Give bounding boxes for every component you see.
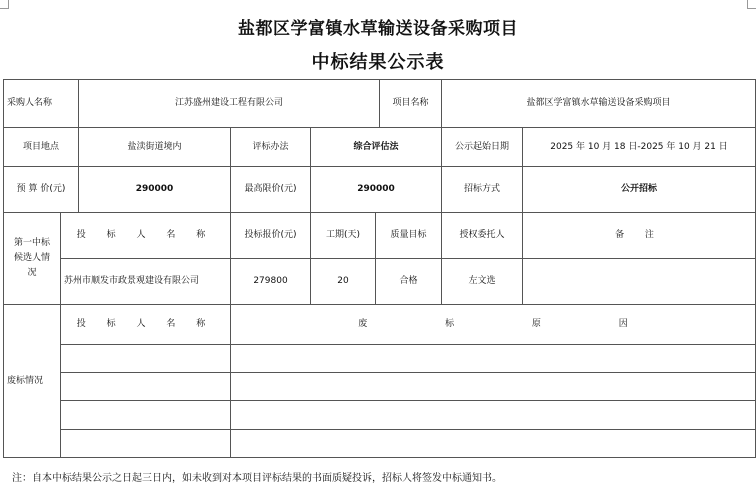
evaluation-value: 综合评估法: [310, 127, 442, 167]
budget-label: 预 算 价(元): [3, 166, 79, 213]
candidate-price: 279800: [230, 258, 311, 305]
budget-value: 290000: [78, 166, 231, 213]
rejected-row-name: [60, 400, 231, 430]
candidate-header-name: 投 标 人 名 称: [60, 212, 231, 259]
candidate-header-agent: 授权委托人: [441, 212, 523, 259]
candidate-remark: [522, 258, 756, 305]
notice-date-value: 2025 年 10 月 18 日-2025 年 10 月 21 日: [522, 127, 756, 167]
rejected-section-label: 废标情况: [3, 304, 61, 458]
location-label: 项目地点: [3, 127, 79, 167]
candidate-duration: 20: [310, 258, 376, 305]
candidate-header-remark: 备 注: [522, 212, 756, 259]
rejected-row-name: [60, 429, 231, 458]
project-name-label: 项目名称: [379, 79, 442, 128]
project-name-value: 盐都区学富镇水草输送设备采购项目: [441, 79, 756, 128]
footer-note: 注：自本中标结果公示之日起三日内，如未收到对本项目评标结果的书面质疑投诉，招标人将签发中标通知书。: [12, 473, 502, 484]
rejected-row-reason: [230, 400, 756, 430]
rejected-header-reason: 废 标 原 因: [230, 304, 756, 345]
rejected-row-name: [60, 372, 231, 401]
rejected-row-name: [60, 344, 231, 373]
page-corner-mark-right: [747, 0, 756, 9]
location-value: 盐渎街道境内: [78, 127, 231, 167]
candidate-header-quality: 质量目标: [375, 212, 442, 259]
rejected-header-name: 投 标 人 名 称: [60, 304, 231, 345]
candidate-agent: 左文选: [441, 258, 523, 305]
rejected-row-reason: [230, 344, 756, 373]
rejected-row-reason: [230, 372, 756, 401]
candidate-header-duration: 工期(天): [310, 212, 376, 259]
bid-method-label: 招标方式: [441, 166, 523, 213]
candidate-section-label: 第一中标候选人情况: [3, 212, 61, 305]
max-price-label: 最高限价(元): [230, 166, 311, 213]
rejected-row-reason: [230, 429, 756, 458]
candidate-header-price: 投标报价(元): [230, 212, 311, 259]
max-price-value: 290000: [310, 166, 442, 213]
candidate-name: 苏州市顺发市政景观建设有限公司: [60, 258, 231, 305]
purchaser-value: 江苏盛州建设工程有限公司: [78, 79, 380, 128]
bid-method-value: 公开招标: [522, 166, 756, 213]
document-title: 盐都区学富镇水草输送设备采购项目: [238, 19, 518, 39]
page-corner-mark-left: [0, 0, 9, 9]
notice-date-label: 公示起始日期: [441, 127, 523, 167]
evaluation-label: 评标办法: [230, 127, 311, 167]
document-subtitle: 中标结果公示表: [311, 52, 445, 73]
purchaser-label: 采购人名称: [3, 79, 79, 128]
candidate-quality: 合格: [375, 258, 442, 305]
